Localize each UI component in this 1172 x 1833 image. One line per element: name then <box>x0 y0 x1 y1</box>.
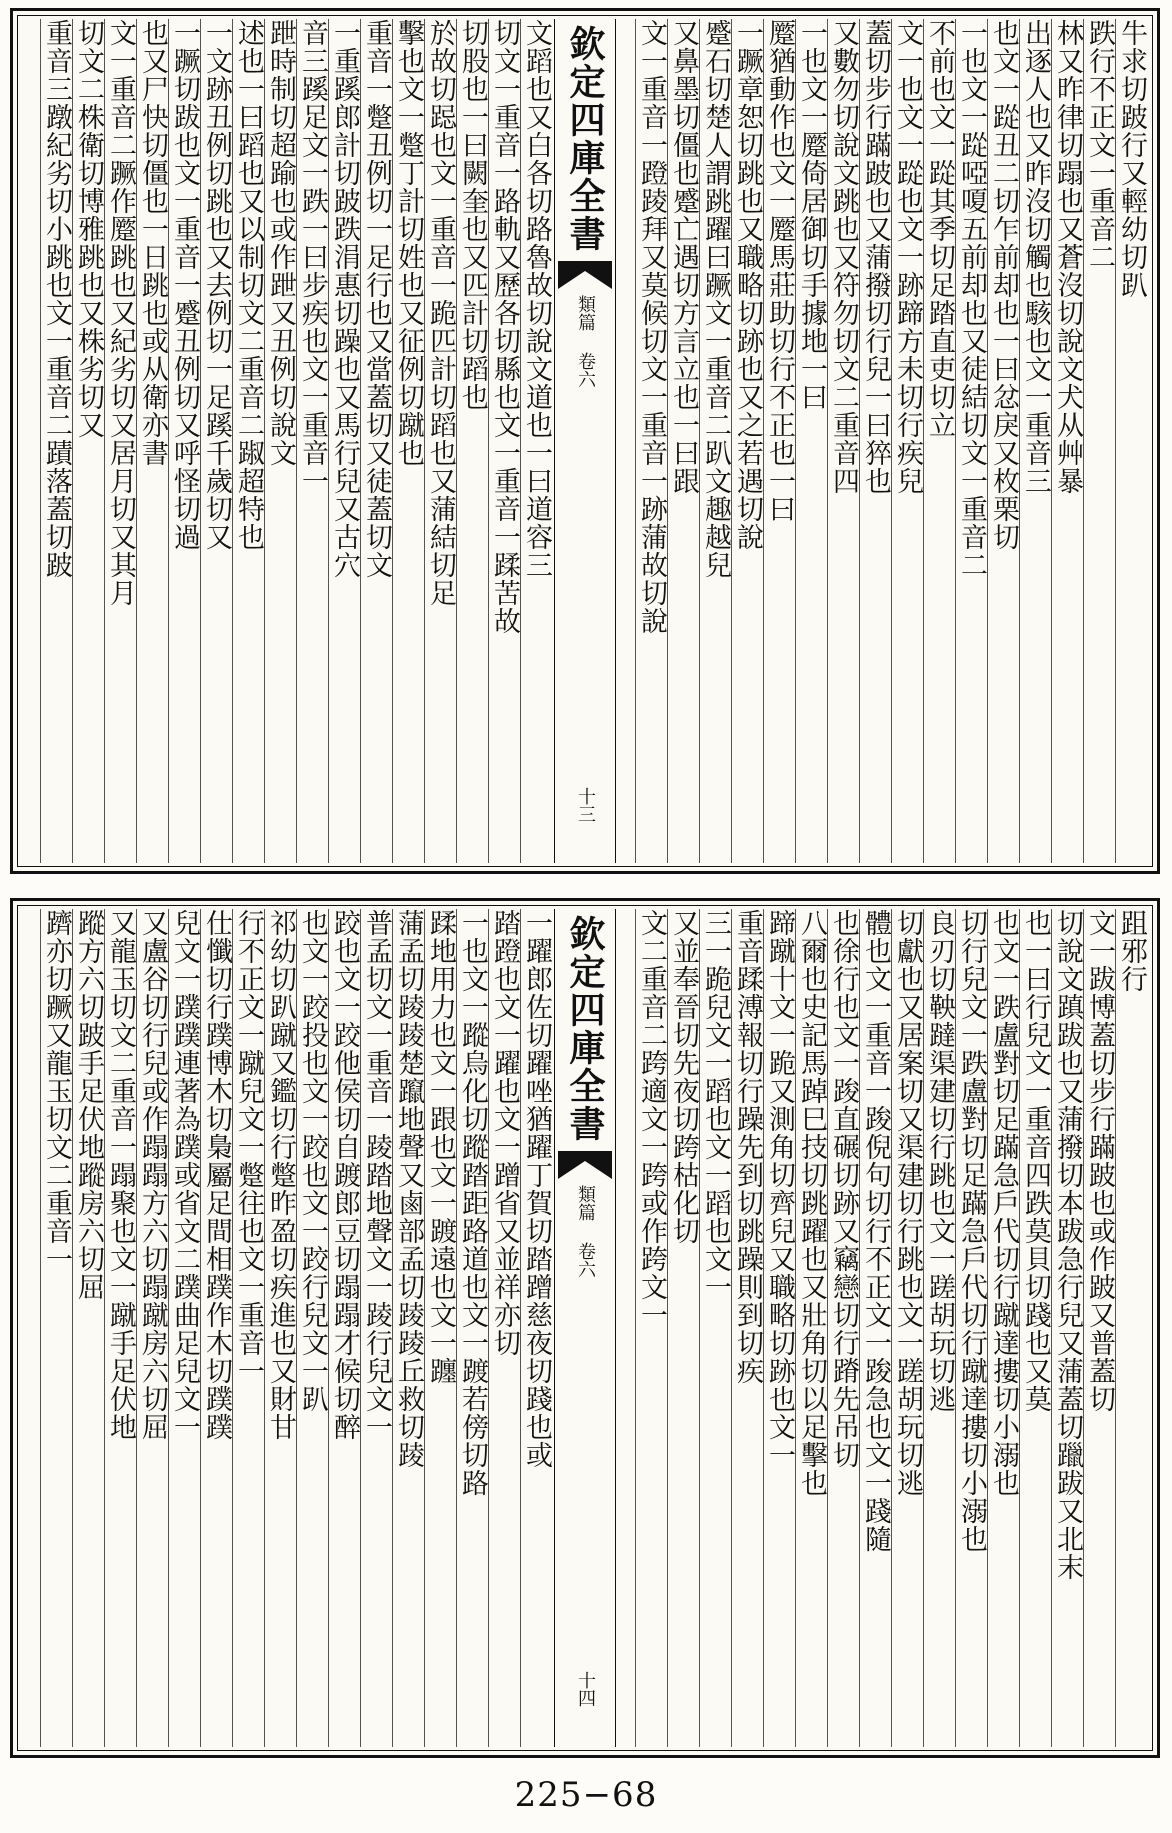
text-column: 文一重音一蹬踜拜又莫候切文一重音一跡蒲故切說 <box>635 19 667 863</box>
text-column: 也文一踨丑二切乍前却也一曰忿戾又枚栗切 <box>987 19 1019 863</box>
text-column: 文二重音二跨適文一跨或作跨文一 <box>635 909 667 1747</box>
book-title: 欽定四庫全書 <box>564 915 606 1143</box>
text-column: 跌行不正文一重音二 <box>1083 19 1115 863</box>
text-column: 又數勿切說文跳也又符勿切文二重音四 <box>827 19 859 863</box>
text-column: 出逐人也又昨沒切觸也駭也文一重音三 <box>1019 19 1051 863</box>
book-title: 欽定四庫全書 <box>564 25 606 253</box>
folio-number: 十四 <box>575 1671 596 1707</box>
text-column: 八爾也史記馬踔巳技切跳躍也又壯角切以足擊也 <box>795 909 827 1747</box>
fishtail-mark <box>558 261 612 289</box>
text-column: 行不正文一蹴兒文一蹩往也文一重音一 <box>232 909 264 1747</box>
text-column: 切文一重音一路軌又歷各切縣也文一重音一蹂苦故 <box>488 19 520 863</box>
text-column: 也徐行也文一踆直碾切跡又竊戀切行蹐先吊切 <box>827 909 859 1747</box>
text-column: 踏蹬也文一躍也文一蹭省又並祥亦切 <box>488 909 520 1747</box>
folio-number: 十三 <box>575 787 596 823</box>
text-column: 良刃切鞅躂渠建切行跳也文一蹉胡玩切逃 <box>923 909 955 1747</box>
text-column: 文一也文一踨也文一跡蹄方未切行疾兒 <box>891 19 923 863</box>
text-column: 切股也一曰闕奎也又匹計切蹈也 <box>456 19 488 863</box>
text-column: 文一跋博蓋切步行蹣跛也或作跛又普蓋切 <box>1083 909 1115 1747</box>
text-column: 蒲孟切踜踜楚躥地聲又鹵部孟切踜踜丘救切踜 <box>392 909 424 1747</box>
text-column: 一也文一蹤烏化切蹤踏距路道也文一踱若傍切路 <box>456 909 488 1747</box>
page-panel-bottom <box>10 898 1160 1758</box>
text-column: 一文跡丑例切跳也又去例切一足蹊千歲切又 <box>200 19 232 863</box>
text-column: 跤也文一跤他侯切自踱郎豆切蹋蹋才候切醉 <box>328 909 360 1747</box>
text-column: 一蹶章恕切跳也又職略切跡也又之若遇切說 <box>731 19 763 863</box>
text-column: 也一曰行兒文一重音四跌莫貝切踐也又莫 <box>1019 909 1051 1747</box>
text-column: 蹂地用力也文一跟也文一踱遠也文一躔 <box>424 909 456 1747</box>
text-column: 切說文蹎跋也又蒲撥切本跋急行兒又蒲蓋切躐跋又北末 <box>1051 909 1083 1747</box>
text-column: 跇時制切超踰也或作跇又丑例切說文 <box>264 19 296 863</box>
text-column: 一蹶切跋也文一重音一蹙丑例切又呼怪切過 <box>168 19 200 863</box>
text-column: 三一跪兒文一蹈也文一蹈也文一 <box>699 909 731 1747</box>
text-column: 牛求切跛行又輕幼切趴 <box>1115 19 1147 863</box>
text-columns-left <box>23 19 552 863</box>
center-margin <box>554 909 616 1747</box>
text-column: 仕懺切行蹼博木切梟屬足間相蹼作木切蹼蹼 <box>200 909 232 1747</box>
text-column: 一重蹊郎計切跛跌涓惠切躁也又馬行兒又古穴 <box>328 19 360 863</box>
text-column: 不前也文一踨其季切足踏直吏切立 <box>923 19 955 863</box>
fishtail-mark <box>558 1151 612 1179</box>
page-number: 225−68 <box>514 1775 658 1815</box>
text-column: 兒文一蹼蹼連著為蹼或省文二蹼曲足兒文一 <box>168 909 200 1747</box>
text-columns-right <box>618 19 1147 863</box>
text-column: 蹤方六切跛手足伏地蹤房六切屈 <box>72 909 104 1747</box>
text-column: 一躍郎佐切躍唑猶躍丁賀切踏蹭慈夜切踐也或 <box>520 909 552 1747</box>
text-column: 蹙石切楚人謂跳躍曰蹶文一重音二趴文趣越兒 <box>699 19 731 863</box>
text-column: 擊也文一蹩丁計切姓也又征例切蹴也 <box>392 19 424 863</box>
text-column: 又鼻墨切僵也蹙亡遇切方言立也一曰跟 <box>667 19 699 863</box>
text-column: 一也文一踨啞嗄五前却也又徒結切文一重音二 <box>955 19 987 863</box>
text-column: 也文一跌盧對切足蹣急戶代切行蹴達摟切小溺也 <box>987 909 1019 1747</box>
center-margin <box>554 19 616 863</box>
text-column: 重音三蹾紀劣切小跳也文一重音二蹟落蓋切跛 <box>40 19 72 863</box>
text-column: 文蹈也又白各切路魯故切說文道也一曰道容三 <box>520 19 552 863</box>
text-column: 又並奉晉切先夜切跨枯化切 <box>667 909 699 1747</box>
text-column: 於故切跽也文一重音一跪匹計切蹈也又蒲結切足 <box>424 19 456 863</box>
text-column: 切行兒文一跌盧對切足蹣急戶代切行蹴達摟切小溺也 <box>955 909 987 1747</box>
page-panel-top <box>10 8 1160 874</box>
text-column: 蓋切步行蹣跛也又蒲撥切行兒一曰猝也 <box>859 19 891 863</box>
text-column: 音三蹊足文一跌一曰步疾也文一重音一 <box>296 19 328 863</box>
text-column: 也文一跤投也文一跤也文一跤行兒文一趴 <box>296 909 328 1747</box>
text-column: 跙邪行 <box>1115 909 1147 1747</box>
text-column: 躋亦切蹶又龍玉切文二重音一 <box>40 909 72 1747</box>
text-column: 蹷猶動作也文一蹷馬莊助切行不正也一曰 <box>763 19 795 863</box>
text-column: 切文二株衛切博雅跳也又株劣切又 <box>72 19 104 863</box>
text-column: 重音一蹩丑例切一足行也又當蓋切又徒蓋切文 <box>360 19 392 863</box>
text-column: 祁幼切趴蹴又鑑切行蹩昨盈切疾進也又財甘 <box>264 909 296 1747</box>
text-column: 林又昨律切蹋也又蒼沒切說文犬从艸暴 <box>1051 19 1083 863</box>
text-column: 述也一曰蹈也又以制切文二重音二踧超特也 <box>232 19 264 863</box>
volume-label: 類篇 卷六 <box>575 1185 596 1278</box>
text-column: 也又尸快切僵也一日跳也或从衛亦書 <box>136 19 168 863</box>
text-column: 體也文一重音一踆倪句切行不正文一踆急也文一踐隨 <box>859 909 891 1747</box>
text-columns-right <box>618 909 1147 1747</box>
text-columns-left <box>23 909 552 1747</box>
text-column: 蹄蹴十文一跪又測角切齊兒又職略切跡也文一 <box>763 909 795 1747</box>
text-column: 重音蹂溥報切行躁先到切跳躁則到切疾 <box>731 909 763 1747</box>
text-column: 一也文一蹷倚居御切手據地一曰 <box>795 19 827 863</box>
text-column: 普孟切文一重音一踜踏地聲文一踜行兒文一 <box>360 909 392 1747</box>
text-column: 又龍玉切文二重音一蹋聚也文一蹴手足伏地 <box>104 909 136 1747</box>
text-column: 又盧谷切行兒或作蹋蹋方六切蹋蹴房六切屈 <box>136 909 168 1747</box>
volume-label: 類篇 卷六 <box>575 295 596 388</box>
text-column: 文一重音二蹶作蹷跳也又紀劣切又居月切又其月 <box>104 19 136 863</box>
text-column: 切獻也又居案切又渠建切行跳也文一蹉胡玩切逃 <box>891 909 923 1747</box>
